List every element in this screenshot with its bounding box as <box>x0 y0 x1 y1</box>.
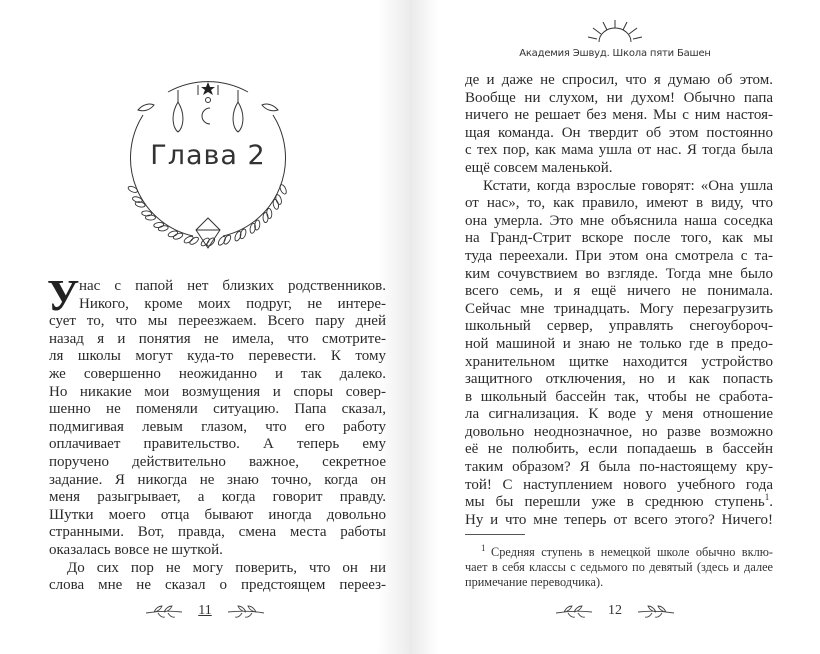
text-line: ким сочувствием во взгляде. Тогда мне было <box>465 265 773 282</box>
text-line: задание. Я никогда не знаю точно, когда он <box>49 471 386 488</box>
wreath-leaf <box>279 184 288 195</box>
text-line: же совершенно неожиданно и так далеко. <box>49 365 386 382</box>
text-line: той! С наступлением нового учебного года <box>465 476 773 493</box>
footnote-line: $^1$ Средняя ступень в немецкой школе обычно вклю- <box>481 542 773 559</box>
text-line: Кстати, когда взрослые говорят: «Она ушла <box>483 177 773 194</box>
text-line: в школьный бассейн так, чтобы не сработа- <box>465 388 773 405</box>
footnote-line: чает в себя классы с седьмого по девятый (здесь и далее <box>465 560 773 574</box>
wreath-leaf <box>217 235 227 246</box>
wreath-leaf <box>153 222 164 228</box>
text-line: Ну и что мне теперь от всего этого? Ничего! <box>465 511 773 528</box>
page-number-right: 12 <box>608 603 622 618</box>
text-line: защитного отключения, но и как попасть <box>465 371 773 388</box>
text-line: школьный сервер, управлять снегоубороч- <box>465 318 773 335</box>
text-line: довольно неоднозначное, но разве возможно <box>465 423 773 440</box>
text-line: она умерла. Это мне объяснила наша соседка <box>465 212 773 229</box>
leaf-ornament-right-icon <box>226 604 266 618</box>
text-line: До сих пор не могу поверить, что он ни <box>67 559 386 576</box>
text-line: щая команда. Он твердит об этом постоянно <box>465 124 773 141</box>
page-number-left: 11 <box>198 603 212 618</box>
text-line: всего семь, и я ещё ничего не понимала. <box>465 283 773 300</box>
text-line: Никого, кроме моих подруг, не интере- <box>79 295 386 312</box>
text-line: де и даже не спросил, что я думаю об этом. <box>465 72 773 88</box>
wreath-leaf <box>132 196 143 204</box>
text-line: её не полюбить, если попадаешь в бассейн <box>465 441 773 458</box>
leaf-ornament-left-icon <box>554 604 594 618</box>
chapter-title: Глава 2 <box>150 140 266 171</box>
text-line: сует то, что мы переезжаем. Всего пару дней <box>49 313 386 330</box>
text-line: поручено действительно важное, секретное <box>49 453 386 470</box>
text-line: странными. Вот, правда, смена места работы <box>49 524 386 541</box>
text-line: от нас», то, как правило, имеют в виду, что <box>465 195 773 212</box>
text-line: ной машиной и знаю не только где в предо- <box>465 335 773 352</box>
footnote <box>465 542 773 590</box>
text-line: меня разыгрывает, а когда говорит правду. <box>49 489 386 506</box>
wreath-leaf <box>189 236 200 246</box>
footnote-marker: 1 <box>764 492 770 503</box>
wreath-leaf <box>254 220 260 231</box>
right-page <box>410 0 820 654</box>
text-line: назад я и понятия не имела, что смотрите- <box>49 330 386 347</box>
text-line: ничего не решает без меня. Мы с ним настоя- <box>465 107 773 124</box>
footnote-line: примечание переводчика). <box>465 575 604 589</box>
page-footer-right <box>410 603 820 619</box>
running-head: Академия Эшвуд. Школа пяти Башен <box>519 48 711 59</box>
footnote-marker: 1 <box>481 542 492 553</box>
text-line: хранительном щитке находится устройство <box>465 353 773 370</box>
text-line: ля школы могут куда-то перевести. К тому <box>49 348 386 365</box>
sun-logo-icon <box>585 18 645 44</box>
text-line: на Гранд-Стрит вскоре после того, как мы <box>465 230 773 247</box>
text-line: мы бы перешли уже в среднюю ступень$^1$. <box>465 492 773 511</box>
text-line: Шутки моего отца бывают иногда довольно <box>49 506 386 523</box>
drop-cap: У <box>47 271 80 320</box>
leaf-ornament-right-icon <box>636 604 676 618</box>
wreath-leaf <box>127 185 138 194</box>
text-line: Сейчас мне тринадцать. Могу перезагрузить <box>465 300 773 317</box>
body-text-left <box>47 271 386 595</box>
wreath-leaf <box>183 235 194 244</box>
text-line: таким образом? Я была по-настоящему кру- <box>465 459 773 476</box>
text-line: с тех пор, как мама ушла от нас. Я тогда была <box>465 142 773 159</box>
footnote-divider <box>465 534 525 535</box>
text-line: оказалась вовсе не шуткой. <box>49 541 223 558</box>
page-footer-left <box>0 603 410 619</box>
text-line: ла сигнализация. К воде у меня отношение <box>465 406 773 423</box>
text-line: слова мне не сказал о предстоящем переез- <box>49 577 386 594</box>
body-text-right <box>465 72 773 529</box>
text-line: подмигивая левым глазом, что его работу <box>49 418 386 435</box>
text-line: ещё совсем маленькой. <box>465 159 613 176</box>
text-line: туда переехали. При этом она смотрела с та- <box>465 247 773 264</box>
wreath-leaf <box>263 213 268 223</box>
leaf-ornament-left-icon <box>144 604 184 618</box>
text-line: нас с папой нет близких родственников. <box>79 278 386 294</box>
text-line: Вообще ни слухом, ни духом! Обычно папа <box>465 89 773 106</box>
text-line: Но никакие мои возмущения и споры совер- <box>49 383 386 400</box>
text-line: оплачивает правительство. А теперь ему <box>49 436 386 453</box>
text-line: шенно не поменяли ситуацию. Папа сказал, <box>49 401 386 418</box>
